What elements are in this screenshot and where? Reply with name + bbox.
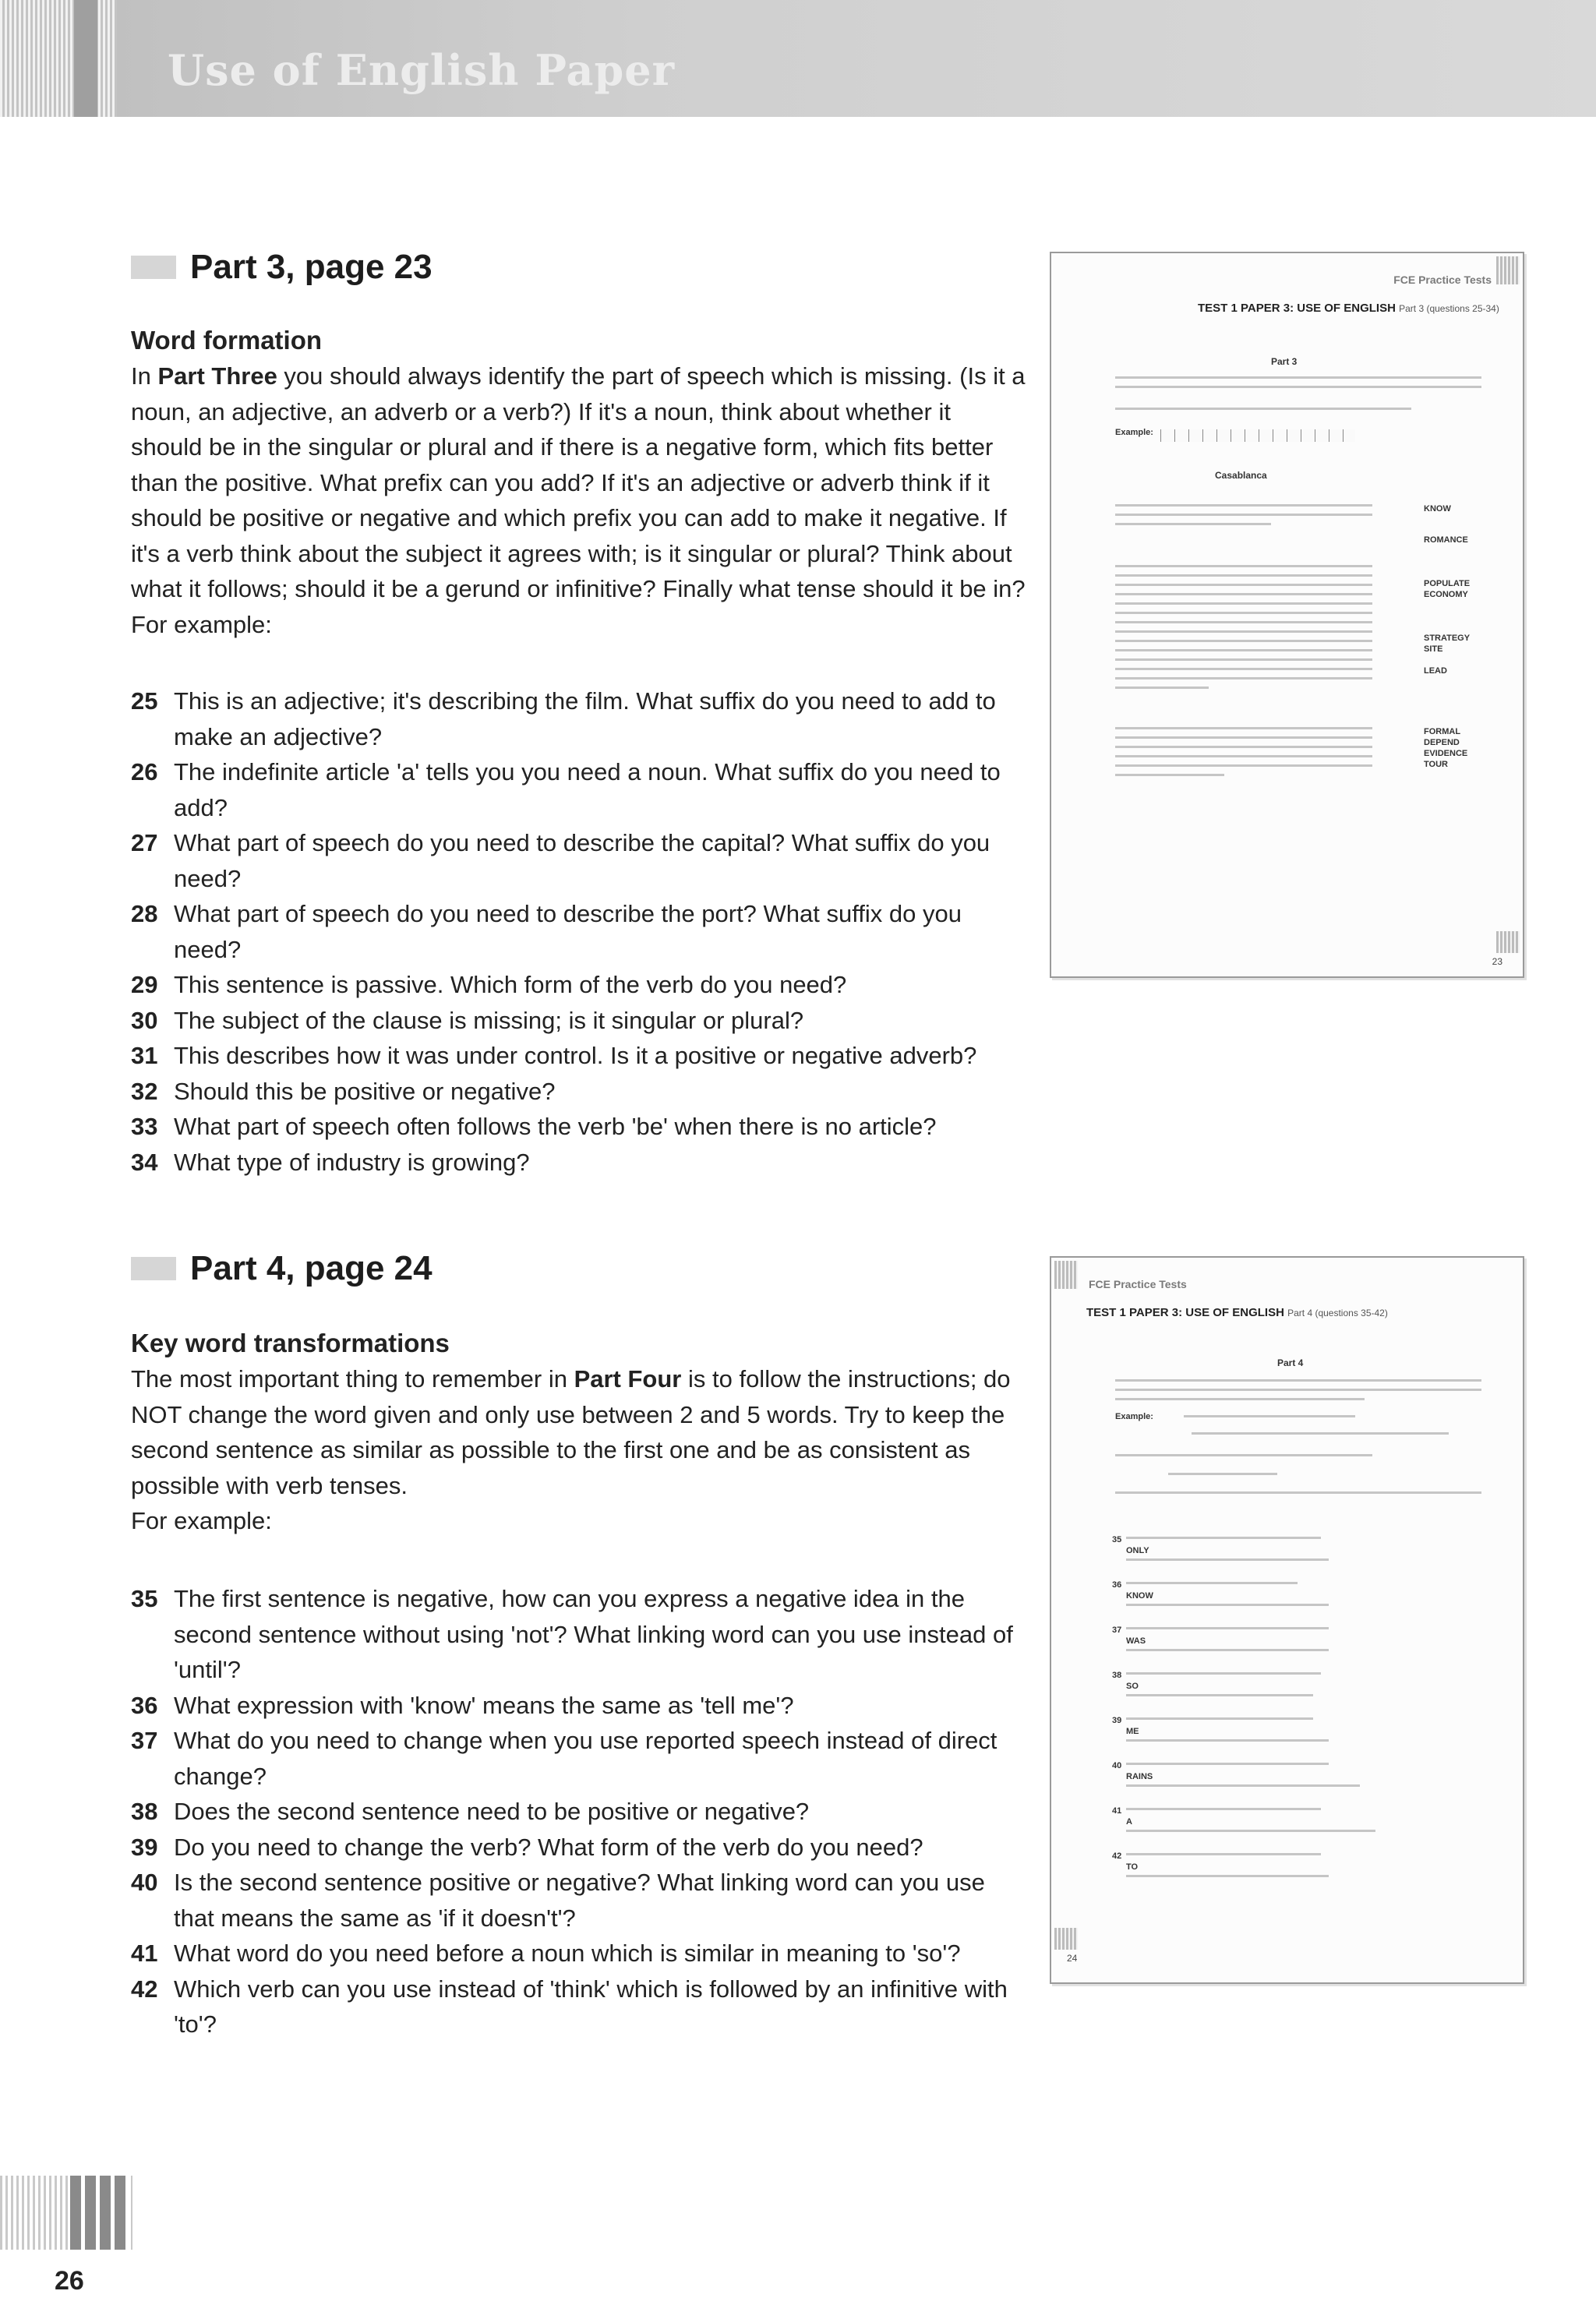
question-text: What type of industry is growing?: [174, 1148, 530, 1176]
thumb2-keyword: ME: [1126, 1727, 1139, 1736]
question-item: [131, 1723, 1027, 1794]
question-item: [131, 1003, 1027, 1039]
thumb1-title: [1198, 302, 1499, 315]
question-text: The subject of the clause is missing; is it singular or plural?: [174, 1006, 804, 1034]
thumb2-example: Example:: [1115, 1412, 1153, 1421]
question-item: [131, 1830, 1027, 1866]
thumb1-passage-title: Casablanca: [1215, 470, 1267, 481]
part4-page-thumbnail: [1050, 1256, 1524, 1984]
question-number: 29: [131, 971, 158, 998]
question-number: 32: [131, 1077, 158, 1105]
header-band: [0, 0, 1596, 117]
question-number: 40: [131, 1869, 158, 1896]
question-item: [131, 1936, 1027, 1971]
thumb2-keyword: KNOW: [1126, 1591, 1153, 1601]
question-text: What part of speech do you need to describe the port? What suffix do you need?: [174, 900, 962, 963]
question-text: This is an adjective; it's describing the film. What suffix do you need to add to make an adjective?: [174, 687, 996, 750]
thumb2-qnum: 41: [1112, 1806, 1122, 1816]
question-item: [131, 967, 1027, 1003]
question-text: This sentence is passive. Which form of the verb do you need?: [174, 971, 847, 998]
question-text: Do you need to change the verb? What form of the verb do you need?: [174, 1833, 923, 1861]
part4-for-example: For example:: [131, 1507, 272, 1534]
question-item: [131, 1581, 1027, 1688]
part3-heading-text: Part 3, page 23: [190, 248, 433, 286]
thumb1-word: POPULATE: [1424, 579, 1471, 588]
question-text: Is the second sentence positive or negative? What linking word can you use that means the same as 'if it doesn't'?: [174, 1869, 985, 1932]
footer-decoration: [0, 2176, 132, 2250]
question-number: 36: [131, 1691, 158, 1719]
thumb1-footer-decoration: [1496, 931, 1520, 953]
question-text: This describes how it was under control. Is it a positive or negative adverb?: [174, 1042, 977, 1069]
thumb1-word: ECONOMY: [1424, 590, 1468, 599]
part4-subheading: Key word transformations: [131, 1329, 450, 1357]
question-item: [131, 1145, 1027, 1181]
question-number: 41: [131, 1940, 158, 1967]
part4-intro-text-c: is to follow the instructions; do NOT change the word given and only use between 2 and 5 words. Try to keep the second sentence as similar as possible to the first one and be as consistent as possible with verb tenses.: [131, 1365, 1011, 1499]
thumb2-keyword: RAINS: [1126, 1772, 1153, 1781]
part4-heading: [131, 1249, 433, 1288]
question-number: 39: [131, 1833, 158, 1861]
question-item: [131, 1038, 1027, 1074]
question-number: 27: [131, 829, 158, 856]
question-text: Does the second sentence need to be positive or negative?: [174, 1798, 810, 1825]
thumb1-word: DEPEND: [1424, 738, 1460, 747]
question-item: [131, 1971, 1027, 2042]
question-text: What part of speech often follows the verb 'be' when there is no article?: [174, 1113, 937, 1140]
question-item: [131, 896, 1027, 967]
question-text: The indefinite article 'a' tells you you need a noun. What suffix do you need to add?: [174, 758, 1001, 821]
thumb1-part-label: Part 3: [1271, 356, 1298, 367]
question-item: [131, 683, 1027, 754]
thumb2-decoration: [1054, 1261, 1078, 1289]
question-text: What part of speech do you need to describe the capital? What suffix do you need?: [174, 829, 990, 892]
question-number: 42: [131, 1975, 158, 2003]
thumb2-qnum: 35: [1112, 1535, 1122, 1544]
question-item: [131, 1865, 1027, 1936]
question-item: [131, 1794, 1027, 1830]
question-number: 31: [131, 1042, 158, 1069]
part3-question-list: [131, 683, 1027, 1180]
thumb1-word: FORMAL: [1424, 727, 1461, 736]
thumb2-keyword: WAS: [1126, 1636, 1146, 1646]
question-item: [131, 1109, 1027, 1145]
question-item: [131, 1074, 1027, 1110]
thumb2-keyword: SO: [1126, 1682, 1139, 1691]
question-number: 26: [131, 758, 158, 785]
thumb1-decoration: [1496, 256, 1520, 284]
question-text: The first sentence is negative, how can you express a negative idea in the second sentence without using 'not'? What linking word can you use instead of 'until'?: [174, 1585, 1013, 1683]
part3-subheading: Word formation: [131, 326, 323, 355]
part3-paragraph: [131, 358, 1027, 642]
thumb2-title: [1086, 1306, 1388, 1319]
thumb1-word: ROMANCE: [1424, 535, 1468, 545]
header-decoration: [0, 0, 117, 117]
thumb1-title-text: TEST 1 PAPER 3: USE OF ENGLISH: [1198, 302, 1396, 315]
part3-page-thumbnail: [1050, 252, 1524, 978]
thumb1-word: KNOW: [1424, 504, 1451, 514]
thumb1-brand: FCE Practice Tests: [1393, 274, 1492, 286]
thumb1-word: SITE: [1424, 644, 1443, 654]
thumb1-subtitle: Part 3 (questions 25-34): [1399, 303, 1499, 314]
thumb1-word: TOUR: [1424, 760, 1448, 769]
question-text: What word do you need before a noun which is similar in meaning to 'so'?: [174, 1940, 961, 1967]
thumb1-word: STRATEGY: [1424, 634, 1471, 643]
part4-question-list: [131, 1581, 1027, 2042]
question-item: [131, 754, 1027, 825]
thumb2-footer-decoration: [1054, 1928, 1078, 1950]
question-item: [131, 825, 1027, 896]
thumb1-example: Example:: [1115, 428, 1153, 437]
thumb2-subtitle: Part 4 (questions 35-42): [1287, 1308, 1388, 1318]
question-text: What do you need to change when you use reported speech instead of direct change?: [174, 1727, 998, 1790]
heading-marker: [131, 256, 176, 279]
question-text: What expression with 'know' means the same as 'tell me'?: [174, 1691, 794, 1719]
thumb2-page-number: 24: [1067, 1953, 1078, 1964]
part3-heading: [131, 248, 433, 287]
thumb1-word: EVIDENCE: [1424, 749, 1468, 758]
part4-intro-bold: Part Four: [574, 1365, 682, 1393]
thumb1-page-number: 23: [1492, 956, 1502, 967]
header-title: Use of English Paper: [168, 45, 676, 95]
thumb2-qnum: 36: [1112, 1580, 1122, 1590]
part4-paragraph: [131, 1361, 1027, 1503]
question-number: 38: [131, 1798, 158, 1825]
page-number: 26: [55, 2266, 84, 2296]
thumb2-part-label: Part 4: [1277, 1357, 1304, 1368]
thumb2-keyword: ONLY: [1126, 1546, 1149, 1555]
thumb1-word: LEAD: [1424, 666, 1447, 676]
question-number: 30: [131, 1006, 158, 1034]
question-number: 28: [131, 900, 158, 927]
part4-intro: [131, 1329, 1027, 1539]
thumb2-qnum: 42: [1112, 1851, 1122, 1861]
question-item: [131, 1688, 1027, 1724]
thumb2-title-text: TEST 1 PAPER 3: USE OF ENGLISH: [1086, 1306, 1284, 1319]
question-number: 37: [131, 1727, 158, 1754]
question-text: Should this be positive or negative?: [174, 1077, 556, 1105]
question-number: 25: [131, 687, 158, 715]
thumb2-keyword: TO: [1126, 1862, 1139, 1872]
part4-intro-text-a: The most important thing to remember in: [131, 1365, 574, 1393]
question-text: Which verb can you use instead of 'think' which is followed by an infinitive with 'to'?: [174, 1975, 1008, 2038]
part3-intro: [131, 326, 1027, 642]
question-number: 34: [131, 1148, 158, 1176]
thumb2-qnum: 38: [1112, 1671, 1122, 1680]
part3-intro-text-a: In: [131, 362, 158, 390]
part3-intro-bold: Part Three: [157, 362, 277, 390]
thumb2-qnum: 37: [1112, 1626, 1122, 1635]
heading-marker: [131, 1257, 176, 1280]
part3-intro-text-c: you should always identify the part of speech which is missing. (Is it a noun, an adjective, an adverb or a verb?) If it's a noun, think about whether it should be in the singular or plural and if there is a negative form, which fits better than the positive. What prefix can you add? If it's an adjective or adverb think if it should be positive or negative and which prefix you can add to make it negative. If it's a verb think about the subject it agrees with; is it singular or plural? Think about what it follows; should it be a gerund or infinitive? Finally what tense should it be in? For example:: [131, 362, 1026, 638]
part4-heading-text: Part 4, page 24: [190, 1249, 433, 1287]
thumb2-keyword: A: [1126, 1817, 1132, 1827]
thumb2-qnum: 40: [1112, 1761, 1122, 1770]
question-number: 35: [131, 1585, 158, 1612]
question-number: 33: [131, 1113, 158, 1140]
thumb2-qnum: 39: [1112, 1716, 1122, 1725]
thumb2-brand: FCE Practice Tests: [1089, 1278, 1187, 1290]
